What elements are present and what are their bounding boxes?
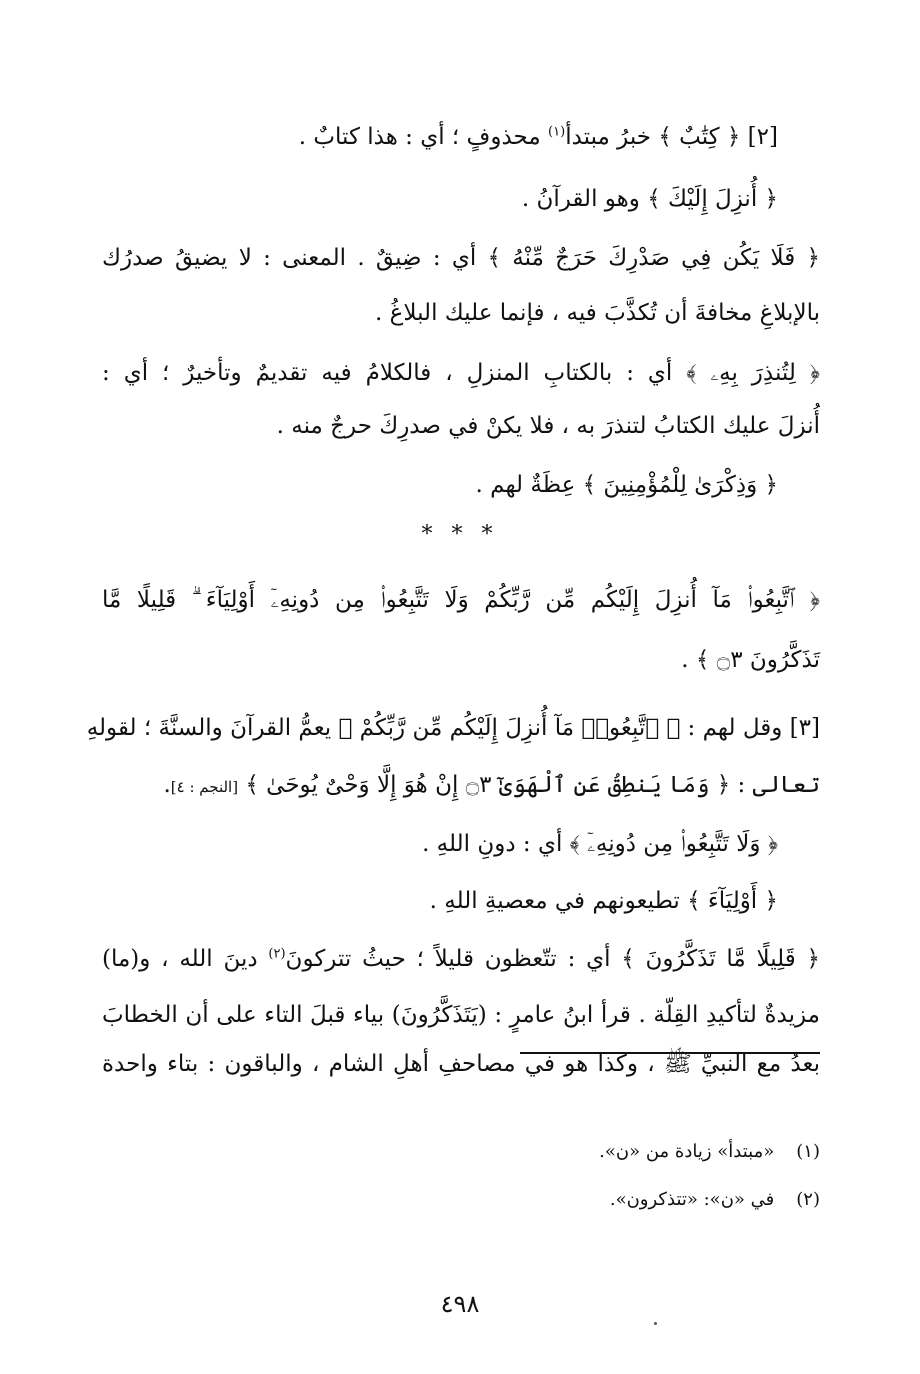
line-1-tail: محذوفٍ ؛ أي : هذا كتابٌ .	[298, 124, 541, 150]
text-line-6: أُنزلَ عليك الكتابُ لتنذرَ به ، فلا يكنْ في صدرِكَ حرجٌ منه .	[276, 413, 820, 439]
footnote-1-text: «مبتدأ» زيادة من «ن».	[599, 1141, 775, 1162]
line-14-main: ﴿ قَلِيلًا مَّا تَذَكَّرُونَ ﴾ أي : تتّعظون قليلاً ؛ حيثُ تتركونَ	[285, 946, 821, 972]
footnote-2-number: (٢)	[796, 1189, 820, 1210]
text-line-13: ﴿ أَوْلِيَآءَ ﴾ تطيعونهم في معصيةِ اللهِ .	[429, 888, 778, 914]
line-14-tail: دينَ الله ، و(ما)	[102, 946, 258, 972]
verse-line-1: ﴿ ٱتَّبِعُوا۟ مَآ أُنزِلَ إِلَيْكُم مِّن رَّبِّكُمْ وَلَا تَتَّبِعُوا۟ مِن دُونِهِۦٓ أَوْلِيَآءَ ۗ قَلِيلًا مَّا	[102, 587, 820, 613]
quran-reference: [النجم : ٤]	[170, 778, 239, 796]
footnote-2-text: في «ن»: «تتذكرون».	[609, 1189, 775, 1210]
text-line-1	[299, 120, 778, 154]
text-line-15: مزيدةٌ لتأكيدِ القِلّة . قرأ ابنُ عامرٍ : (يَتَذَكَّرُونَ) بياء قبلَ التاء على أن الخطابَ	[102, 1002, 820, 1028]
footnote-1	[599, 1138, 820, 1166]
text-line-4: بالإبلاغِ مخافةَ أن تُكذَّبَ فيه ، فإنما عليك البلاغُ .	[375, 300, 820, 326]
text-line-10: [٣] وقل لهم : ﴿ ٱتَّبِعُوا۟ مَآ أُنزِلَ إِلَيْكُم مِّن رَّبِّكُمْ ﴾ يعمُّ القرآنَ والسنَّةَ ؛ لقولهِ	[86, 715, 820, 741]
footnote-ref-2: (٢)	[268, 946, 286, 962]
line-1-main: [٢] ﴿ كِتَٰبٌ ﴾ خبرُ مبتدأ	[565, 124, 778, 150]
text-line-3: ﴿ فَلَا يَكُن فِي صَدْرِكَ حَرَجٌ مِّنْهُ ﴾ أي : ضِيقٌ . المعنى : لا يضيقُ صدرُك	[102, 245, 820, 271]
footnote-2	[610, 1186, 820, 1214]
section-separator: * * *	[421, 522, 499, 547]
text-line-16: بعدُ مع النبيِّ ﷺ ، وكذا هو في مصاحفِ أهلِ الشام ، والباقون : بتاء واحدة	[102, 1051, 820, 1077]
page-number: ٤٩٨	[440, 1290, 480, 1318]
line-11-end: .	[163, 772, 171, 798]
text-line-5: ﴿ لِتُنذِرَ بِهِۦ ﴾ أي : بالكتابِ المنزلِ ، فالكلامُ فيه تقديمٌ وتأخيرٌ ؛ أي :	[102, 360, 820, 386]
text-line-14	[102, 942, 820, 976]
text-line-2: ﴿ أُنزِلَ إِلَيْكَ ﴾ وهو القرآنُ .	[521, 186, 778, 212]
text-line-7: ﴿ وَذِكْرَىٰ لِلْمُؤْمِنِينَ ﴾ عِظَةٌ لهم .	[475, 472, 778, 498]
text-line-11	[163, 768, 820, 804]
text-line-12: ﴿ وَلَا تَتَّبِعُوا۟ مِن دُونِهِۦٓ ﴾ أي : دونِ اللهِ .	[422, 831, 778, 857]
line-11-main: تعالى : ﴿ وَمَا يَنطِقُ عَنِ ٱلْهَوَىٰٓ ۝٣ إِنْ هُوَ إِلَّا وَحْىٌ يُوحَىٰ ﴾	[245, 772, 820, 798]
footnote-1-number: (١)	[796, 1141, 820, 1162]
verse-line-2: تَذَكَّرُونَ ۝٣ ﴾ .	[681, 647, 820, 673]
footnote-ref-1: (١)	[548, 124, 566, 140]
scan-speck	[654, 1322, 657, 1325]
footnote-separator	[520, 1052, 820, 1054]
